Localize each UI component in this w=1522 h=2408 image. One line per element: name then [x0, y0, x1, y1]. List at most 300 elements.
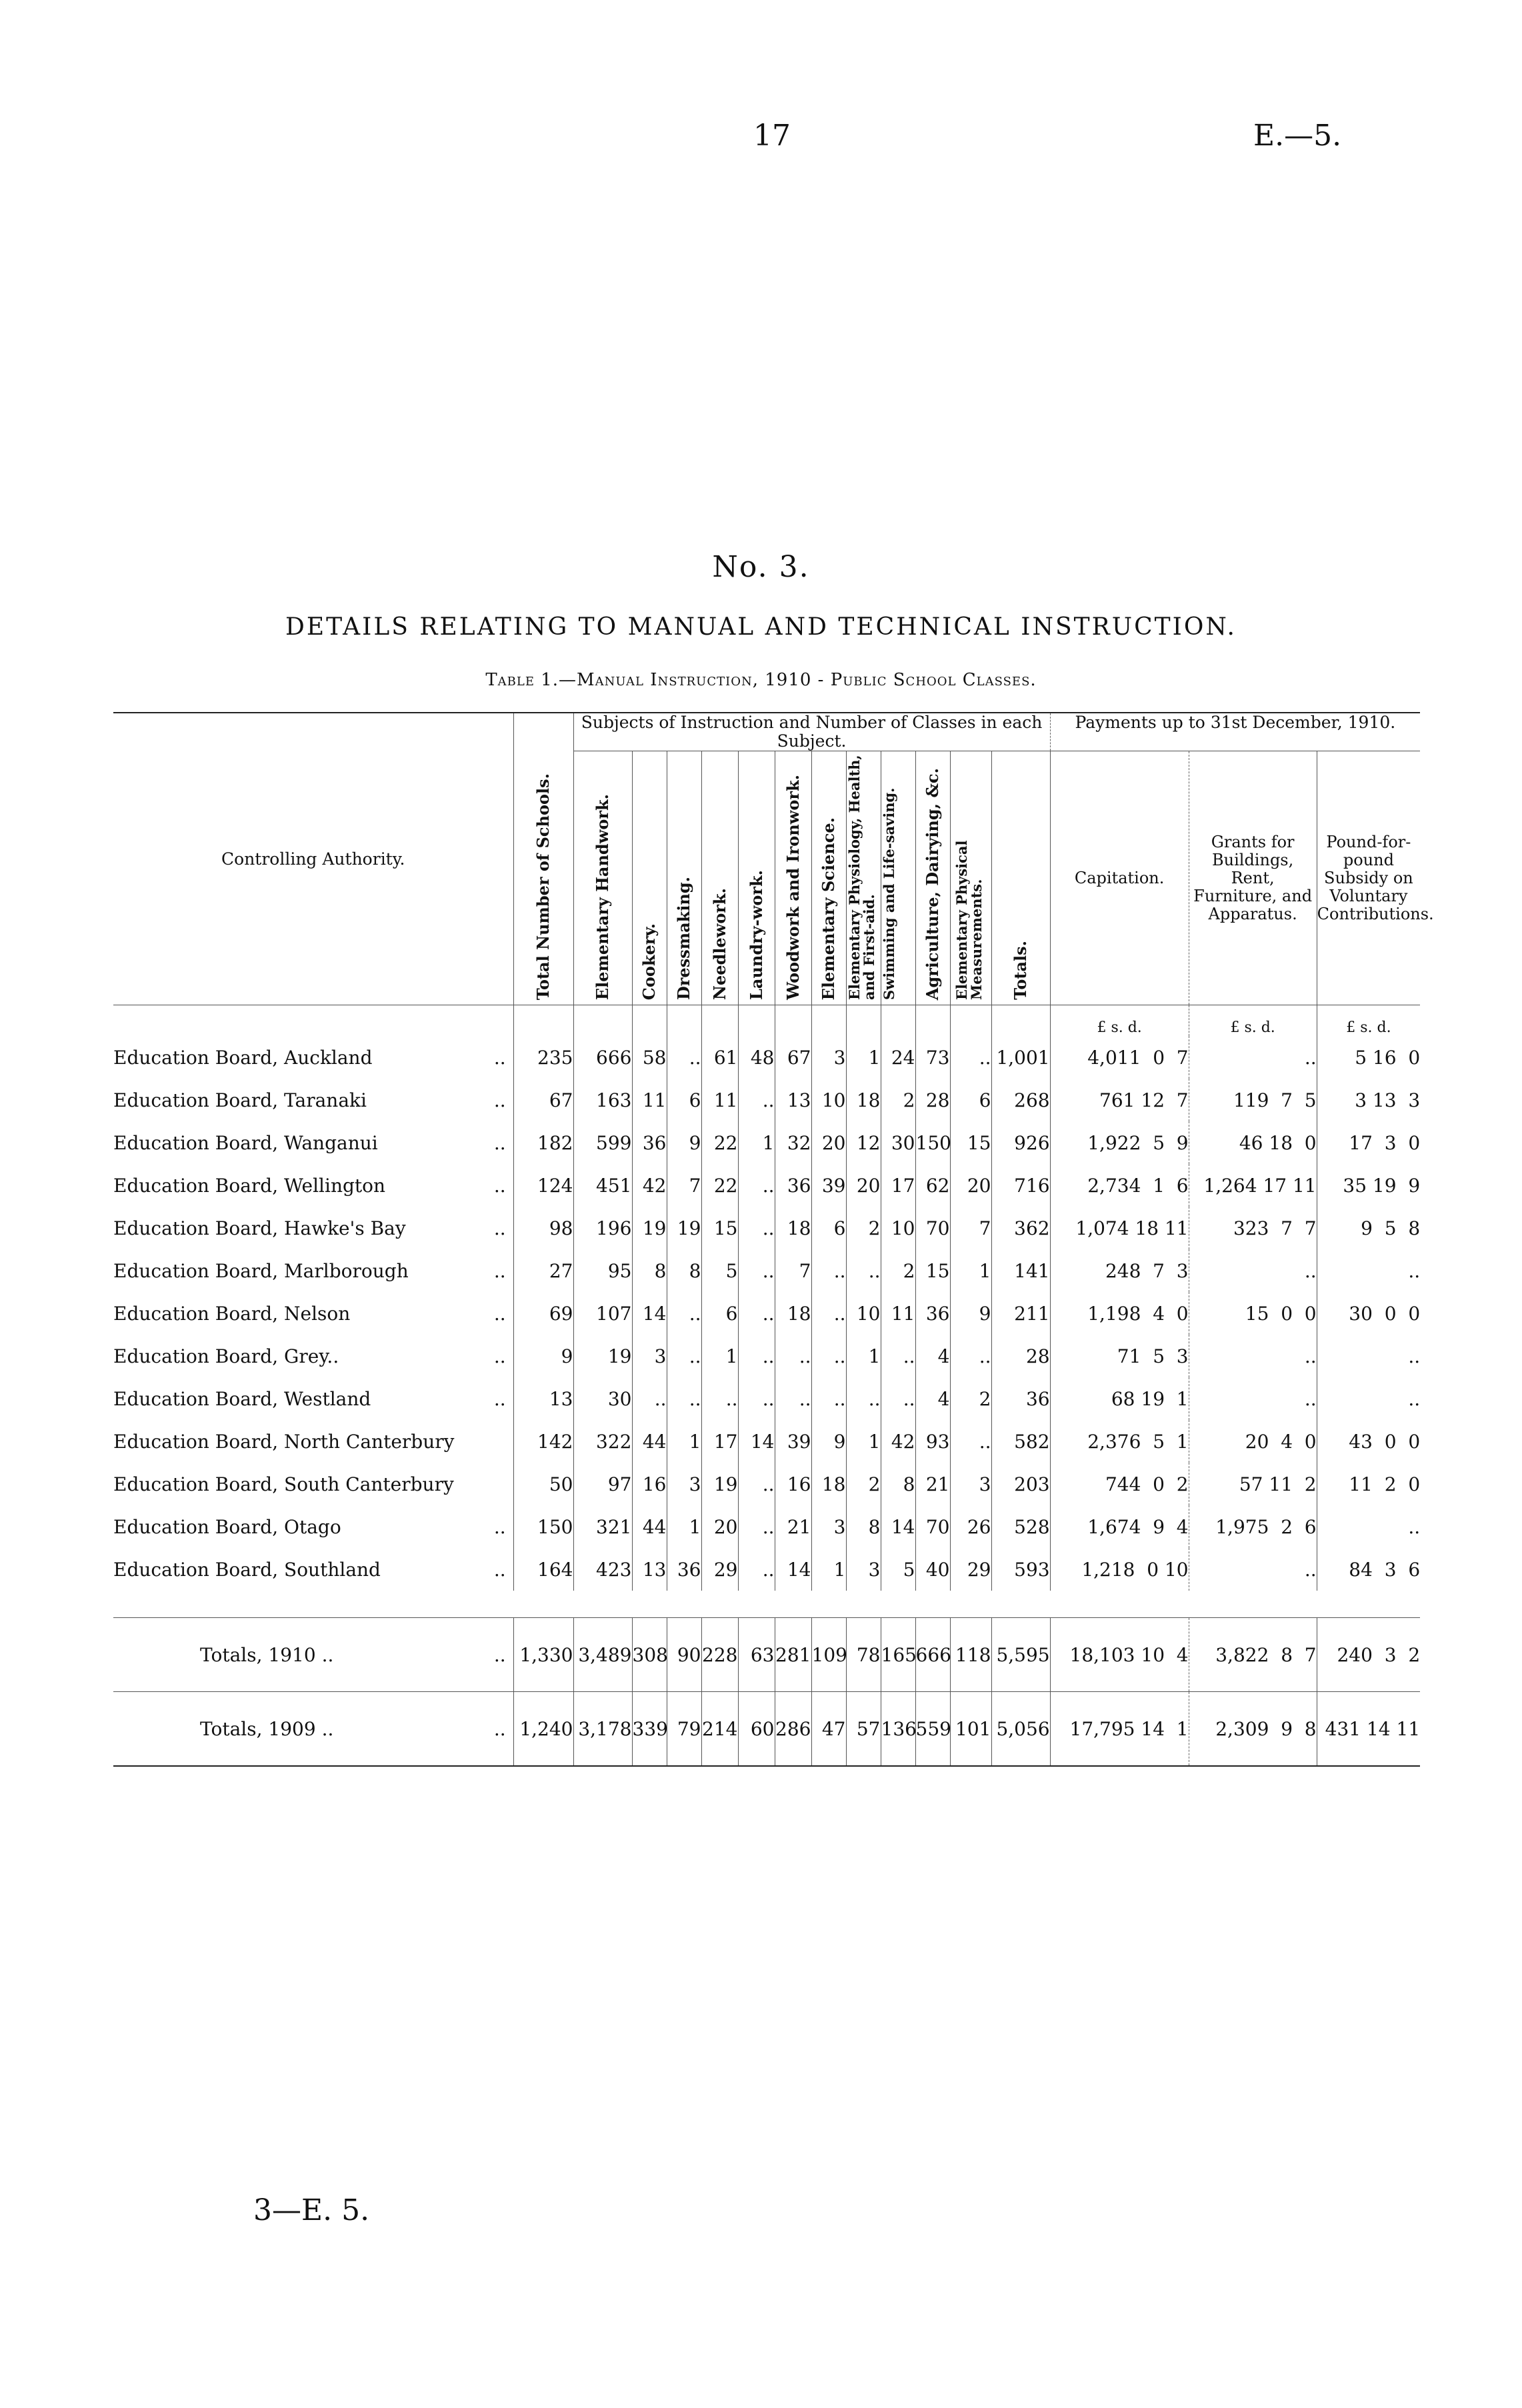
subject-count-cell: ..	[846, 1377, 881, 1420]
subject-count-cell: 95	[573, 1249, 632, 1292]
leader-dots	[487, 1420, 513, 1463]
units-spacer	[738, 1005, 775, 1037]
subject-count-cell: ..	[950, 1036, 991, 1079]
subject-count-cell: 44	[632, 1420, 667, 1463]
subject-count-cell: 19	[701, 1463, 738, 1505]
authority-name: Education Board, Grey..	[113, 1345, 339, 1367]
subject-count-cell: 2	[881, 1079, 915, 1121]
subject-count-cell: 8	[846, 1505, 881, 1548]
subject-header-label: Totals.	[1011, 941, 1031, 1000]
subject-count-cell: 3	[811, 1036, 846, 1079]
subject-count-cell: 214	[701, 1692, 738, 1767]
subject-count-cell: 29	[950, 1548, 991, 1591]
authority-name: Education Board, Taranaki	[113, 1089, 367, 1111]
subject-count-cell: 48	[738, 1036, 775, 1079]
subject-count-cell: 6	[811, 1207, 846, 1249]
leader-dots	[487, 1463, 513, 1505]
subject-count-cell: 14	[775, 1548, 811, 1591]
subject-count-cell: ..	[738, 1505, 775, 1548]
leader-dots: ..	[493, 1387, 506, 1410]
subject-total-cell: 362	[991, 1207, 1050, 1249]
subject-count-cell: 3	[950, 1463, 991, 1505]
subject-count-cell: ..	[811, 1249, 846, 1292]
subject-count-cell: 19	[667, 1207, 701, 1249]
capitation-cell: 71 5 3	[1050, 1335, 1189, 1377]
subject-header-label: Woodwork and Ironwork.	[783, 775, 803, 1000]
subject-count-cell: 7	[950, 1207, 991, 1249]
subject-count-cell: ..	[950, 1420, 991, 1463]
manual-instruction-table-container	[113, 712, 1434, 1767]
subject-count-cell: 10	[881, 1207, 915, 1249]
grants-cell: ..	[1189, 1377, 1317, 1420]
leader-dots: ..	[493, 1515, 506, 1538]
leader-dots: ..	[487, 1692, 513, 1767]
subject-count-cell: 97	[573, 1463, 632, 1505]
subject-count-cell: 3	[632, 1335, 667, 1377]
subject-count-cell: 308	[632, 1618, 667, 1692]
subject-count-cell: ..	[738, 1463, 775, 1505]
subject-count-cell: 3	[667, 1463, 701, 1505]
table-row	[113, 1164, 1420, 1207]
subject-total-cell: 528	[991, 1505, 1050, 1548]
subject-count-cell: 1	[701, 1335, 738, 1377]
capitation-cell: 2,734 1 6	[1050, 1164, 1189, 1207]
authority-name: Education Board, Wellington	[113, 1174, 386, 1197]
subject-count-cell: 3	[811, 1505, 846, 1548]
subsidy-cell: 431 14 11	[1317, 1692, 1420, 1767]
subsidy-cell: ..	[1317, 1505, 1420, 1548]
subject-total-cell: 926	[991, 1121, 1050, 1164]
subject-header-dressmaking	[667, 751, 701, 1005]
leader-dots: ..	[493, 1558, 506, 1581]
totals-label: Totals, 1909 ..	[113, 1692, 487, 1767]
subject-count-cell: 1	[846, 1420, 881, 1463]
grants-cell: 323 7 7	[1189, 1207, 1317, 1249]
subject-count-cell: 21	[915, 1463, 950, 1505]
spacer-cell	[113, 1591, 1420, 1618]
subject-count-cell: 58	[632, 1036, 667, 1079]
authority-name: Education Board, Southland	[113, 1558, 381, 1581]
grants-cell: ..	[1189, 1335, 1317, 1377]
table-row	[113, 1249, 1420, 1292]
subject-count-cell: 109	[811, 1618, 846, 1692]
subsidy-cell: 84 3 6	[1317, 1548, 1420, 1591]
subject-count-cell: 3,489	[573, 1618, 632, 1692]
totals-label: Totals, 1910 ..	[113, 1618, 487, 1692]
subject-count-cell: 8	[667, 1249, 701, 1292]
subjects-group-header: Subjects of Instruction and Number of Classes in each Subject.	[573, 713, 1050, 751]
subject-count-cell: 20	[950, 1164, 991, 1207]
subject-count-cell: 5	[881, 1548, 915, 1591]
subject-count-cell: 9	[667, 1121, 701, 1164]
subject-count-cell: 20	[846, 1164, 881, 1207]
subject-count-cell: 93	[915, 1420, 950, 1463]
subject-count-cell: 90	[667, 1618, 701, 1692]
units-spacer	[113, 1005, 513, 1037]
subject-count-cell: 36	[632, 1121, 667, 1164]
subject-count-cell: 42	[632, 1164, 667, 1207]
subject-count-cell: 22	[701, 1164, 738, 1207]
subsidy-header: Pound-for-pound Subsidy on Voluntary Contributions.	[1317, 751, 1420, 1005]
subject-count-cell: 6	[950, 1079, 991, 1121]
subject-count-cell: ..	[811, 1377, 846, 1420]
subject-count-cell: ..	[738, 1207, 775, 1249]
subject-header-woodwork-ironwork	[775, 751, 811, 1005]
subject-count-cell: 196	[573, 1207, 632, 1249]
subject-count-cell: 60	[738, 1692, 775, 1767]
subject-count-cell: ..	[738, 1249, 775, 1292]
subsidy-cell: ..	[1317, 1377, 1420, 1420]
capitation-cell: 2,376 5 1	[1050, 1420, 1189, 1463]
subject-count-cell: 281	[775, 1618, 811, 1692]
subject-count-cell: 228	[701, 1618, 738, 1692]
grants-cell: ..	[1189, 1548, 1317, 1591]
subject-header-physiology	[846, 751, 881, 1005]
subject-count-cell: 599	[573, 1121, 632, 1164]
total-schools-cell: 1,330	[513, 1618, 573, 1692]
subject-count-cell: 339	[632, 1692, 667, 1767]
subject-count-cell: 9	[811, 1420, 846, 1463]
authority-name: Education Board, South Canterbury	[113, 1473, 454, 1495]
capitation-cell: 1,674 9 4	[1050, 1505, 1189, 1548]
authority-name: Education Board, Wanganui	[113, 1131, 378, 1154]
subsidy-cell: 11 2 0	[1317, 1463, 1420, 1505]
capitation-cell: 4,011 0 7	[1050, 1036, 1189, 1079]
subject-count-cell: 1	[846, 1335, 881, 1377]
subject-count-cell: 451	[573, 1164, 632, 1207]
subject-count-cell: 423	[573, 1548, 632, 1591]
subject-count-cell: 8	[881, 1463, 915, 1505]
subject-total-cell: 716	[991, 1164, 1050, 1207]
subject-header-laundry-work	[738, 751, 775, 1005]
total-schools-cell: 235	[513, 1036, 573, 1079]
subject-count-cell: 1	[667, 1505, 701, 1548]
grants-cell: 15 0 0	[1189, 1292, 1317, 1335]
subject-header-label: Swimming and Life-saving.	[881, 787, 897, 1000]
subject-count-cell: ..	[881, 1377, 915, 1420]
subsidy-cell: 9 5 8	[1317, 1207, 1420, 1249]
subject-count-cell: ..	[775, 1335, 811, 1377]
subject-count-cell: 70	[915, 1505, 950, 1548]
table-caption: Table 1.—Manual Instruction, 1910 - Public School Classes.	[485, 670, 1037, 690]
authority-name: Education Board, Otago	[113, 1515, 341, 1538]
subject-count-cell: 44	[632, 1505, 667, 1548]
subject-count-cell: 12	[846, 1121, 881, 1164]
subject-count-cell: 30	[573, 1377, 632, 1420]
subject-count-cell: 70	[915, 1207, 950, 1249]
subject-count-cell: 16	[775, 1463, 811, 1505]
subject-count-cell: 322	[573, 1420, 632, 1463]
total-schools-cell: 164	[513, 1548, 573, 1591]
total-schools-cell: 124	[513, 1164, 573, 1207]
subject-count-cell: 62	[915, 1164, 950, 1207]
subject-header-label: Needlework.	[709, 888, 729, 1000]
leader-dots: ..	[493, 1131, 506, 1154]
subject-count-cell: 11	[701, 1079, 738, 1121]
table-row	[113, 1121, 1420, 1164]
subsidy-cell: 5 16 0	[1317, 1036, 1420, 1079]
capitation-cell: 744 0 2	[1050, 1463, 1189, 1505]
subject-count-cell: 40	[915, 1548, 950, 1591]
subject-count-cell: 39	[811, 1164, 846, 1207]
subject-count-cell: 7	[667, 1164, 701, 1207]
subject-count-cell: 17	[701, 1420, 738, 1463]
subject-count-cell: 14	[738, 1420, 775, 1463]
table-body	[113, 1036, 1420, 1766]
subject-count-cell: 118	[950, 1618, 991, 1692]
subject-total-cell: 36	[991, 1377, 1050, 1420]
subsidy-cell: ..	[1317, 1249, 1420, 1292]
grants-cell: ..	[1189, 1249, 1317, 1292]
subject-count-cell: 39	[775, 1420, 811, 1463]
subject-count-cell: ..	[738, 1292, 775, 1335]
authority-name: Education Board, Marlborough	[113, 1259, 409, 1282]
subject-count-cell: 150	[915, 1121, 950, 1164]
subsidy-cell: 35 19 9	[1317, 1164, 1420, 1207]
units-spacer	[846, 1005, 881, 1037]
capitation-cell: 1,074 18 11	[1050, 1207, 1189, 1249]
subject-count-cell: 1	[846, 1036, 881, 1079]
leader-dots: ..	[493, 1046, 506, 1069]
subject-count-cell: 1	[667, 1420, 701, 1463]
capitation-cell: 68 19 1	[1050, 1377, 1189, 1420]
subject-count-cell: ..	[881, 1335, 915, 1377]
subject-header-label: Elementary Handwork.	[593, 793, 612, 1000]
leader-dots: ..	[493, 1217, 506, 1239]
table-row	[113, 1548, 1420, 1591]
subject-count-cell: 286	[775, 1692, 811, 1767]
subject-count-cell: 21	[775, 1505, 811, 1548]
subject-count-cell: 18	[775, 1207, 811, 1249]
subject-count-cell: ..	[811, 1292, 846, 1335]
grants-cell: 46 18 0	[1189, 1121, 1317, 1164]
total-schools-cell: 98	[513, 1207, 573, 1249]
subsidy-cell: 43 0 0	[1317, 1420, 1420, 1463]
table-row	[113, 1079, 1420, 1121]
units-spacer	[573, 1005, 632, 1037]
subject-count-cell: 13	[632, 1548, 667, 1591]
units-spacer	[701, 1005, 738, 1037]
subject-total-cell: 211	[991, 1292, 1050, 1335]
subsidy-cell: 240 3 2	[1317, 1618, 1420, 1692]
spacer-row	[113, 1591, 1420, 1618]
authority-name: Education Board, Auckland	[113, 1046, 373, 1069]
total-schools-cell: 69	[513, 1292, 573, 1335]
subject-total-cell: 268	[991, 1079, 1050, 1121]
subject-count-cell: 61	[701, 1036, 738, 1079]
table-row	[113, 1292, 1420, 1335]
subject-count-cell: ..	[950, 1335, 991, 1377]
subject-count-cell: 2	[846, 1463, 881, 1505]
subject-count-cell: ..	[738, 1164, 775, 1207]
subsidy-cell: 30 0 0	[1317, 1292, 1420, 1335]
units-spacer	[667, 1005, 701, 1037]
subject-count-cell: 15	[915, 1249, 950, 1292]
manual-instruction-table	[113, 712, 1434, 1767]
subject-count-cell: 15	[701, 1207, 738, 1249]
subject-count-cell: 9	[950, 1292, 991, 1335]
subject-header-elementary-science	[811, 751, 846, 1005]
subject-count-cell: 3,178	[573, 1692, 632, 1767]
subject-total-cell: 593	[991, 1548, 1050, 1591]
table-row	[113, 1036, 1420, 1079]
total-schools-cell: 67	[513, 1079, 573, 1121]
total-schools-cell: 9	[513, 1335, 573, 1377]
subject-count-cell: 28	[915, 1079, 950, 1121]
subsidy-cell: 3 13 3	[1317, 1079, 1420, 1121]
total-schools-cell: 50	[513, 1463, 573, 1505]
subject-count-cell: 36	[915, 1292, 950, 1335]
subject-count-cell: 321	[573, 1505, 632, 1548]
subject-header-agriculture	[915, 751, 950, 1005]
totals-row	[113, 1618, 1420, 1692]
subject-total-cell: 141	[991, 1249, 1050, 1292]
subject-count-cell: ..	[738, 1335, 775, 1377]
subject-header-label: Cookery.	[639, 923, 659, 1000]
leader-dots: ..	[493, 1345, 506, 1367]
total-schools-cell: 27	[513, 1249, 573, 1292]
subject-count-cell: ..	[667, 1036, 701, 1079]
subject-count-cell: 30	[881, 1121, 915, 1164]
subject-total-cell: 1,001	[991, 1036, 1050, 1079]
subject-count-cell: 57	[846, 1692, 881, 1767]
total-schools-cell: 1,240	[513, 1692, 573, 1767]
units-spacer	[775, 1005, 811, 1037]
capitation-cell: 761 12 7	[1050, 1079, 1189, 1121]
leader-dots: ..	[487, 1618, 513, 1692]
subject-total-cell: 5,595	[991, 1618, 1050, 1692]
subject-count-cell: 8	[632, 1249, 667, 1292]
subject-header-physical-measurements	[950, 751, 991, 1005]
subject-count-cell: 13	[775, 1079, 811, 1121]
total-schools-cell: 150	[513, 1505, 573, 1548]
subject-count-cell: 4	[915, 1377, 950, 1420]
capitation-cell: 248 7 3	[1050, 1249, 1189, 1292]
subject-count-cell: ..	[811, 1335, 846, 1377]
subsidy-cell: ..	[1317, 1335, 1420, 1377]
subject-count-cell: ..	[667, 1377, 701, 1420]
subject-count-cell: 14	[881, 1505, 915, 1548]
total-schools-header	[513, 713, 573, 1005]
capitation-cell: 1,218 0 10	[1050, 1548, 1189, 1591]
subject-count-cell: 63	[738, 1618, 775, 1692]
authority-name: Education Board, Westland	[113, 1387, 371, 1410]
total-schools-cell: 13	[513, 1377, 573, 1420]
capitation-cell: 1,922 5 9	[1050, 1121, 1189, 1164]
table-row	[113, 1463, 1420, 1505]
subject-count-cell: ..	[775, 1377, 811, 1420]
subject-total-cell: 582	[991, 1420, 1050, 1463]
subject-count-cell: 15	[950, 1121, 991, 1164]
total-schools-cell: 182	[513, 1121, 573, 1164]
units-spacer	[881, 1005, 915, 1037]
subject-count-cell: ..	[738, 1079, 775, 1121]
table-row	[113, 1207, 1420, 1249]
subject-count-cell: 19	[573, 1335, 632, 1377]
grants-units: £ s. d.	[1189, 1005, 1317, 1037]
subject-count-cell: 4	[915, 1335, 950, 1377]
document-title: DETAILS RELATING TO MANUAL AND TECHNICAL INSTRUCTION.	[285, 613, 1237, 641]
grants-cell: 20 4 0	[1189, 1420, 1317, 1463]
subject-header-label: Agriculture, Dairying, &c.	[923, 767, 942, 1000]
subject-count-cell: 26	[950, 1505, 991, 1548]
subject-total-cell: 203	[991, 1463, 1050, 1505]
subject-count-cell: 559	[915, 1692, 950, 1767]
authority-name: Education Board, Hawke's Bay	[113, 1217, 406, 1239]
leader-dots: ..	[493, 1259, 506, 1282]
grants-header: Grants for Buildings, Rent, Furniture, and Apparatus.	[1189, 751, 1317, 1005]
subject-count-cell: 67	[775, 1036, 811, 1079]
capitation-cell: 17,795 14 1	[1050, 1692, 1189, 1767]
subject-total-cell: 28	[991, 1335, 1050, 1377]
subject-count-cell: 42	[881, 1420, 915, 1463]
subject-count-cell: 78	[846, 1618, 881, 1692]
grants-cell: 2,309 9 8	[1189, 1692, 1317, 1767]
subject-count-cell: 5	[701, 1249, 738, 1292]
subject-count-cell: 2	[846, 1207, 881, 1249]
subject-header-swimming	[881, 751, 915, 1005]
subject-count-cell: 36	[667, 1548, 701, 1591]
subject-count-cell: ..	[846, 1249, 881, 1292]
table-row	[113, 1335, 1420, 1377]
grants-cell: 1,264 17 11	[1189, 1164, 1317, 1207]
subject-count-cell: 19	[632, 1207, 667, 1249]
total-schools-cell: 142	[513, 1420, 573, 1463]
subject-count-cell: 20	[701, 1505, 738, 1548]
leader-dots: ..	[493, 1302, 506, 1325]
subject-count-cell: 1	[950, 1249, 991, 1292]
subject-count-cell: 1	[811, 1548, 846, 1591]
subject-count-cell: ..	[738, 1548, 775, 1591]
capitation-header: Capitation.	[1050, 751, 1189, 1005]
subject-header-label: Dressmaking.	[674, 876, 693, 1000]
units-spacer	[513, 1005, 573, 1037]
subject-count-cell: 20	[811, 1121, 846, 1164]
subject-count-cell: 24	[881, 1036, 915, 1079]
subject-count-cell: 163	[573, 1079, 632, 1121]
subject-count-cell: ..	[667, 1292, 701, 1335]
subject-count-cell: 18	[775, 1292, 811, 1335]
page-code: E.—5.	[1253, 119, 1342, 153]
subject-header-cookery	[632, 751, 667, 1005]
footer-signature: 3—E. 5.	[253, 2193, 370, 2227]
subject-count-cell: 1	[738, 1121, 775, 1164]
table-row	[113, 1377, 1420, 1420]
subject-count-cell: 16	[632, 1463, 667, 1505]
subject-count-cell: ..	[632, 1377, 667, 1420]
subject-count-cell: 10	[811, 1079, 846, 1121]
subject-count-cell: 17	[881, 1164, 915, 1207]
total-schools-header-label: Total Number of Schools.	[533, 773, 553, 1000]
subject-count-cell: 136	[881, 1692, 915, 1767]
page-number: 17	[753, 119, 791, 153]
subject-count-cell: 101	[950, 1692, 991, 1767]
subject-count-cell: 14	[632, 1292, 667, 1335]
units-spacer	[991, 1005, 1050, 1037]
subject-header-elementary-handwork	[573, 751, 632, 1005]
table-row	[113, 1420, 1420, 1463]
leader-dots: ..	[493, 1089, 506, 1111]
subject-header-label: Laundry-work.	[746, 870, 766, 1000]
subject-count-cell: 165	[881, 1618, 915, 1692]
subject-count-cell: 22	[701, 1121, 738, 1164]
subject-count-cell: 32	[775, 1121, 811, 1164]
subject-count-cell: 29	[701, 1548, 738, 1591]
subject-count-cell: 3	[846, 1548, 881, 1591]
subject-count-cell: 11	[881, 1292, 915, 1335]
grants-cell: 57 11 2	[1189, 1463, 1317, 1505]
subject-header-label: Elementary Physiology, Health, and First-aid.	[846, 755, 877, 1000]
